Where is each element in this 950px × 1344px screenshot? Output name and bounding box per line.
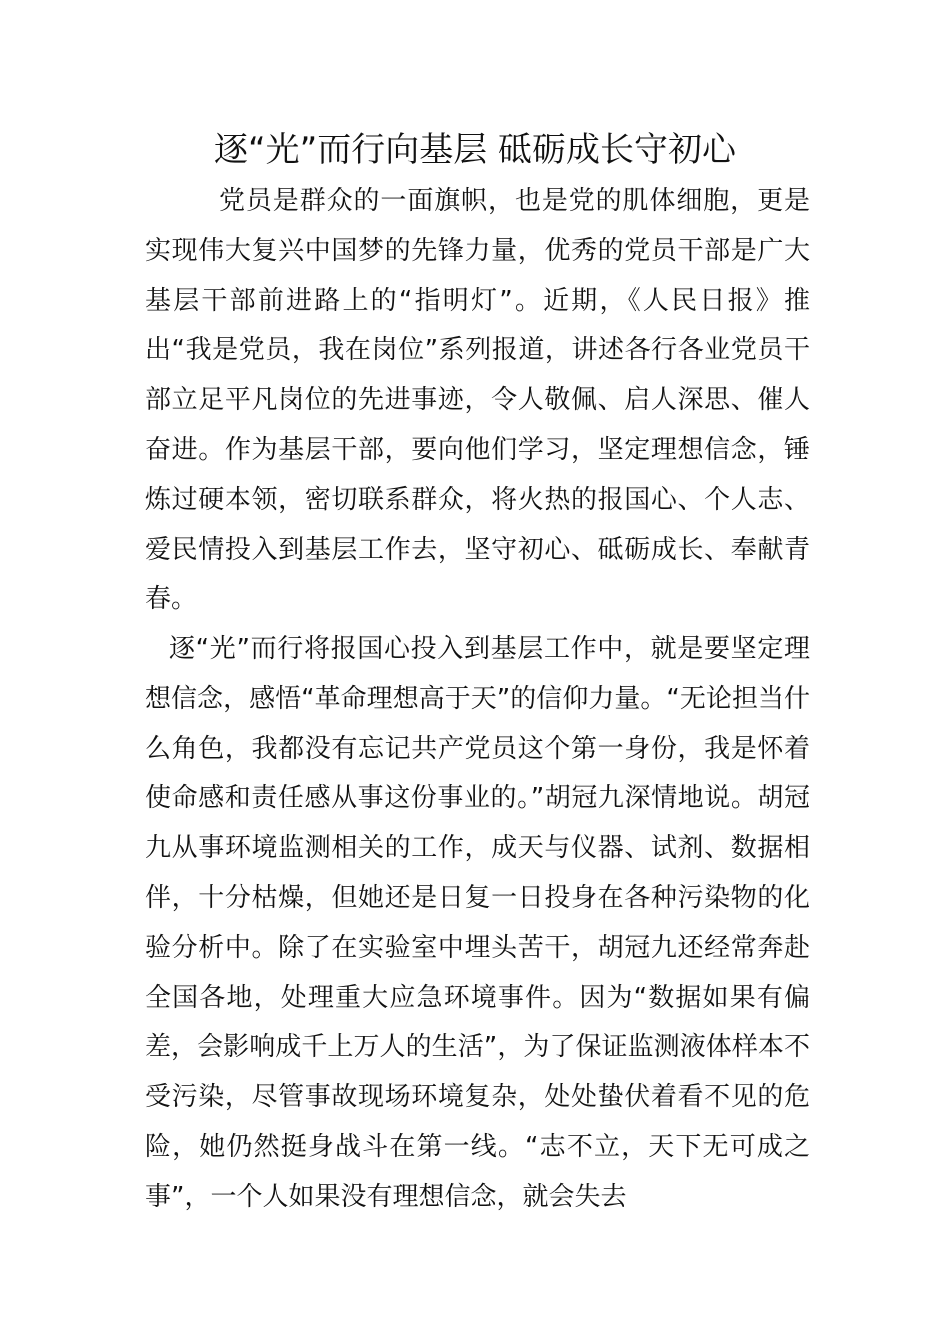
paragraph-2: 逐“光”而行将报国心投入到基层工作中，就是要坚定理想信念，感悟“革命理想高于天”的信仰力量。“无论担当什么角色，我都没有忘记共产党员这个第一身份，我是怀着使命感和责任感从事这份事业的。”胡冠九深情地说。胡冠九从事环境监测相关的工作，成天与仪器、试剂、数据相伴，十分枯燥，但她还是日复一日投身在各种污染物的化验分析中。除了在实验室中埋头苦干，胡冠九还经常奔赴全国各地，处理重大应急环境事件。因为“数据如果有偏差，会影响成千上万人的生活”，为了保证监测液体样本不受污染，尽管事故现场环境复杂，处处蛰伏着看不见的危险，她仍然挺身战斗在第一线。“志不立，天下无可成之事”，一个人如果没有理想信念，就会失去: [145, 634, 810, 1212]
paragraph-1: 党员是群众的一面旗帜，也是党的肌体细胞，更是实现伟大复兴中国梦的先锋力量，优秀的党员干部是广大基层干部前进路上的“指明灯”。近期，《人民日报》推出“我是党员，我在岗位”系列报道，讲述各行各业党员干部立足平凡岗位的先进事迹，令人敬佩、启人深思、催人奋进。作为基层干部，要向他们学习，坚定理想信念，锤炼过硬本领，密切联系群众，将火热的报国心、个人志、爱民情投入到基层工作去，坚守初心、砥砺成长、奉献青春。: [145, 186, 810, 615]
article-title: 逐“光”而行向基层 砥砺成长守初心: [213, 130, 737, 170]
